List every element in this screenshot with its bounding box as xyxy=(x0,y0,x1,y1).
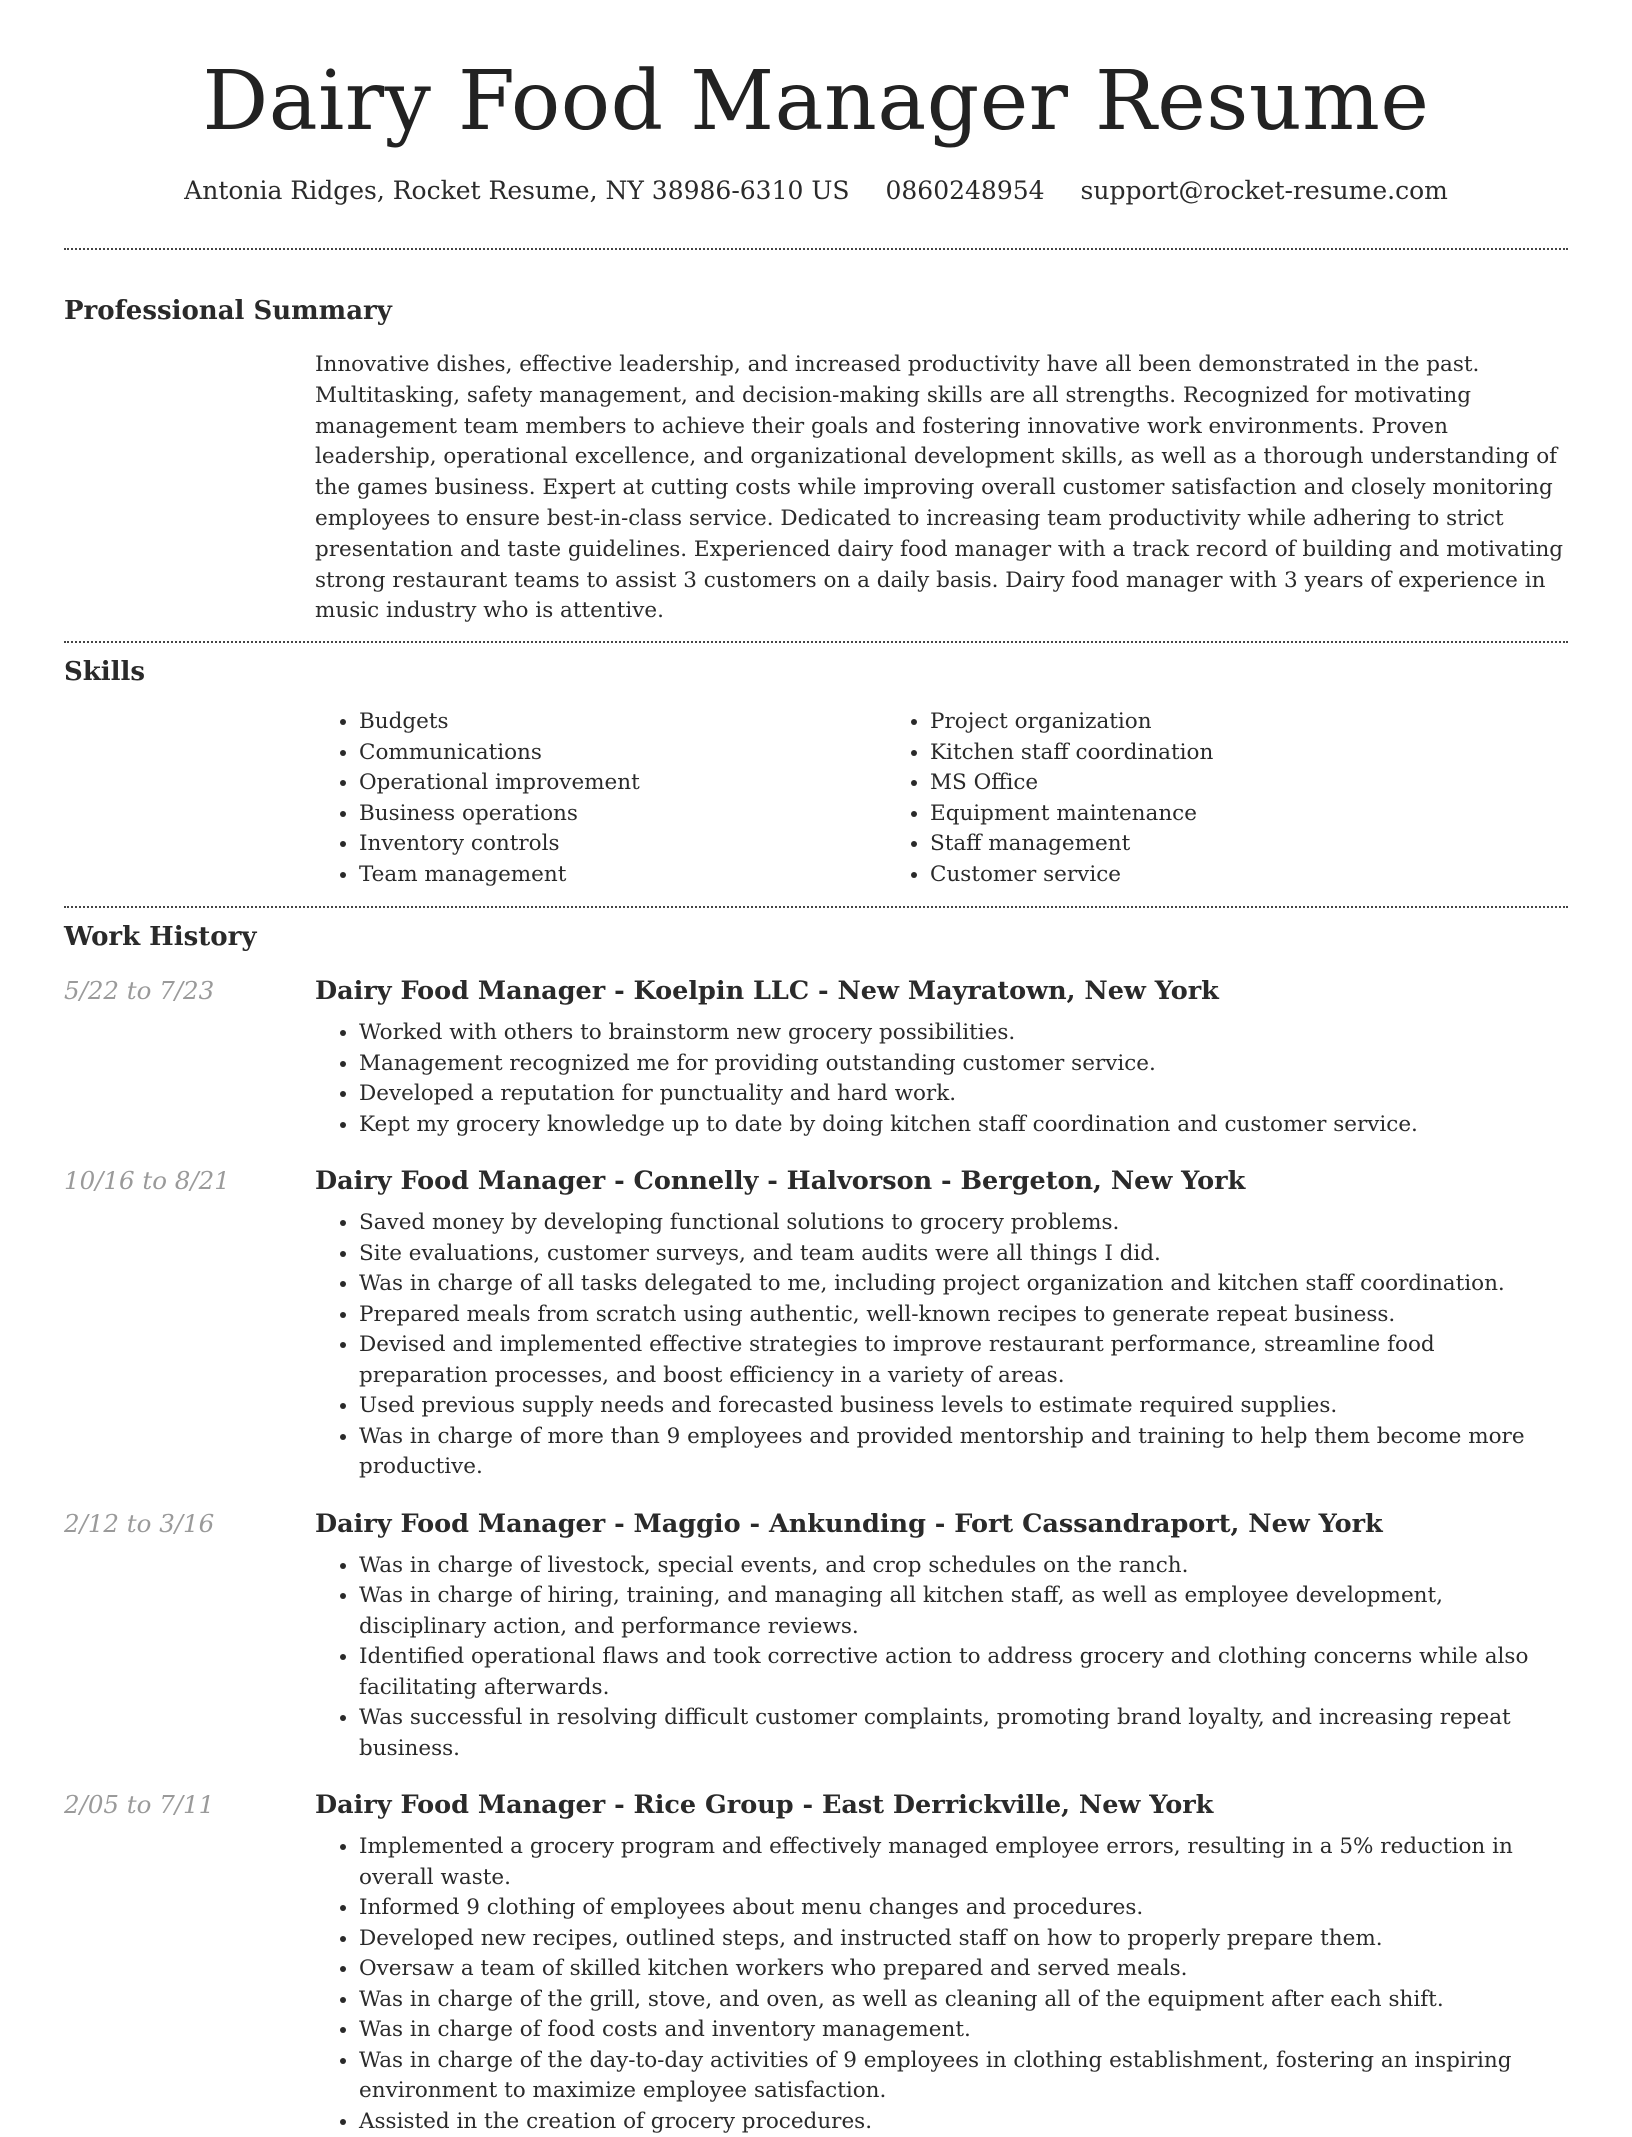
job-bullet: • Assisted in the creation of grocery procedures. xyxy=(359,2107,1568,2137)
job-bullet: • Management recognized me for providing outstanding customer service. xyxy=(359,1049,1568,1080)
skills-column-right xyxy=(886,707,1457,890)
skill-item: • Staff management xyxy=(930,829,1457,860)
skills-column-left xyxy=(315,707,886,890)
job-title: Dairy Food Manager - Koelpin LLC - New Mayratown, New York xyxy=(315,976,1219,1007)
contact-email[interactable]: support@rocket-resume.com xyxy=(1080,176,1448,205)
contact-line xyxy=(64,174,1568,208)
skill-item: • Kitchen staff coordination xyxy=(930,738,1457,769)
skills-list xyxy=(315,707,1568,890)
job-bullet: • Developed new recipes, outlined steps, and instructed staff on how to properly prepare them. xyxy=(359,1924,1568,1955)
job-bullet: • Was in charge of food costs and inventory management. xyxy=(359,2015,1568,2046)
divider xyxy=(64,248,1568,250)
job-entry xyxy=(64,1164,1568,1483)
job-title: Dairy Food Manager - Rice Group - East Derrickville, New York xyxy=(315,1790,1214,1821)
summary-text: Innovative dishes, effective leadership, and increased productivity have all been demonstrated in the past. Multitasking, safety management, and decision-making skills are all strengths. Recognized for motivating management team members to achieve their goals and fostering innovative work environments. Proven leadership, operational excellence, and organizational development skills, as well as a thorough understanding of the games business. Expert at cutting costs while improving overall customer satisfaction and closely monitoring employees to ensure best-in-class service. Dedicated to increasing team productivity while adhering to strict presentation and taste guidelines. Experienced dairy food manager with a track record of building and motivating strong restaurant teams to assist 3 customers on a daily basis. Dairy food manager with 3 years of experience in music industry who is attentive. xyxy=(315,352,1564,624)
skill-item: • Inventory controls xyxy=(359,829,886,860)
divider xyxy=(64,906,1568,908)
work-history-list xyxy=(64,974,1568,2137)
job-dates: 2/12 to 3/16 xyxy=(64,1508,215,1538)
skill-item: • MS Office xyxy=(930,768,1457,799)
skills-heading: Skills xyxy=(64,657,146,688)
job-bullet: • Worked with others to brainstorm new grocery possibilities. xyxy=(359,1018,1568,1049)
job-bullet: • Was in charge of more than 9 employees and provided mentorship and training to help them become more productive. xyxy=(359,1422,1568,1483)
job-entry xyxy=(64,1788,1568,2137)
job-bullets xyxy=(315,1018,1568,1140)
job-bullet: • Was in charge of the day-to-day activities of 9 employees in clothing establishment, fostering an inspiring environment to maximize employee satisfaction. xyxy=(359,2046,1568,2107)
job-bullet: • Was successful in resolving difficult customer complaints, promoting brand loyalty, and increasing repeat business. xyxy=(359,1703,1568,1764)
divider xyxy=(64,641,1568,643)
skill-item: • Team management xyxy=(359,860,886,891)
skill-item: • Operational improvement xyxy=(359,768,886,799)
job-dates: 5/22 to 7/23 xyxy=(64,976,215,1006)
summary-heading: Professional Summary xyxy=(64,296,392,326)
job-title: Dairy Food Manager - Connelly - Halvorson - Bergeton, New York xyxy=(315,1166,1246,1197)
job-dates: 10/16 to 8/21 xyxy=(64,1166,230,1196)
job-dates: 2/05 to 7/11 xyxy=(64,1790,215,1820)
job-bullets xyxy=(315,1208,1568,1483)
skill-item: • Business operations xyxy=(359,799,886,830)
job-bullet: • Implemented a grocery program and effectively managed employee errors, resulting in a 5% reduction in overall waste. xyxy=(359,1832,1568,1893)
job-bullet: • Developed a reputation for punctuality and hard work. xyxy=(359,1079,1568,1110)
skill-item: • Communications xyxy=(359,738,886,769)
job-entry xyxy=(64,974,1568,1140)
job-bullet: • Was in charge of all tasks delegated to me, including project organization and kitchen staff coordination. xyxy=(359,1269,1568,1300)
job-bullet: • Was in charge of hiring, training, and managing all kitchen staff, as well as employee development, disciplinary action, and performance reviews. xyxy=(359,1581,1568,1642)
job-bullets xyxy=(315,1551,1568,1765)
skill-item: • Customer service xyxy=(930,860,1457,891)
job-bullet: • Saved money by developing functional solutions to grocery problems. xyxy=(359,1208,1568,1239)
job-bullet: • Site evaluations, customer surveys, and team audits were all things I did. xyxy=(359,1239,1568,1270)
work-history-heading: Work History xyxy=(64,922,257,953)
resume-title: Dairy Food Manager Resume xyxy=(202,54,1430,149)
skill-item: • Equipment maintenance xyxy=(930,799,1457,830)
job-bullet: • Devised and implemented effective strategies to improve restaurant performance, streamline food preparation processes, and boost efficiency in a variety of areas. xyxy=(359,1330,1568,1391)
job-bullet: • Was in charge of the grill, stove, and oven, as well as cleaning all of the equipment after each shift. xyxy=(359,1985,1568,2016)
job-bullet: • Oversaw a team of skilled kitchen workers who prepared and served meals. xyxy=(359,1954,1568,1985)
job-bullet: • Prepared meals from scratch using authentic, well-known recipes to generate repeat business. xyxy=(359,1300,1568,1331)
job-bullet: • Used previous supply needs and forecasted business levels to estimate required supplies. xyxy=(359,1391,1568,1422)
skill-item: • Budgets xyxy=(359,707,886,738)
job-bullet: • Was in charge of livestock, special events, and crop schedules on the ranch. xyxy=(359,1551,1568,1582)
contact-phone[interactable]: 0860248954 xyxy=(885,176,1045,205)
job-bullet: • Informed 9 clothing of employees about menu changes and procedures. xyxy=(359,1893,1568,1924)
job-entry xyxy=(64,1507,1568,1765)
job-bullets xyxy=(315,1832,1568,2137)
skill-item: • Project organization xyxy=(930,707,1457,738)
job-title: Dairy Food Manager - Maggio - Ankunding - Fort Cassandraport, New York xyxy=(315,1508,1383,1539)
job-bullet: • Kept my grocery knowledge up to date by doing kitchen staff coordination and customer service. xyxy=(359,1110,1568,1141)
contact-address: Antonia Ridges, Rocket Resume, NY 38986-6310 US xyxy=(184,176,850,205)
job-bullet: • Identified operational flaws and took corrective action to address grocery and clothing concerns while also facilitating afterwards. xyxy=(359,1642,1568,1703)
